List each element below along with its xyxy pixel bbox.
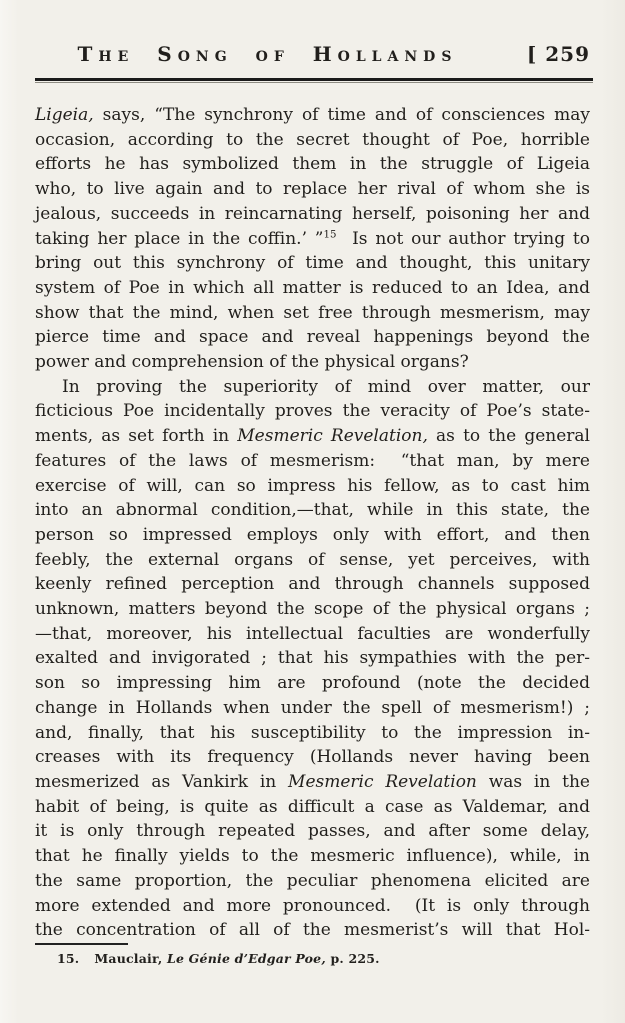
text-segment: Mesmeric Revelation [288, 771, 477, 792]
text-line [35, 770, 590, 795]
text-line [35, 721, 590, 746]
text-line [35, 202, 590, 227]
text-line [35, 696, 590, 721]
text-segment: jealous, succeeds in reincarnating herself, poisoning her and [35, 203, 590, 224]
footnote-number: 15. [57, 951, 80, 966]
text-segment: as to the general [427, 426, 590, 447]
text-segment: that he finally yields to the mesmeric influence), while, in [35, 846, 590, 867]
text-line [35, 399, 590, 424]
text-segment: who, to live again and to replace her rival of whom she is [35, 179, 590, 200]
text-segment: Is not our author trying to [336, 228, 591, 249]
page-title: The Song of Hollands [77, 42, 458, 66]
text-line [35, 474, 590, 499]
text-segment: change in Hollands when under the spell of mesmerism!) ; [35, 697, 590, 718]
text-segment: taking her place in the coffin.’ ” [35, 228, 324, 249]
footnote-author: Mauclair, [94, 951, 167, 966]
text-line [35, 177, 590, 202]
text-segment: bring out this synchrony of time and thought, this unitary [35, 253, 590, 274]
text-line [35, 745, 590, 770]
text-line [35, 795, 590, 820]
text-segment: son so impressing him are profound (note the decided [35, 673, 590, 694]
text-segment: feebly, the external organs of sense, yet perceives, with [35, 549, 590, 570]
text-line [35, 103, 590, 128]
text-segment: more extended and more pronounced. (It is only through [35, 895, 590, 916]
text-line [35, 869, 590, 894]
footnote-rule [35, 943, 128, 945]
text-segment: power and comprehension of the physical organs? [35, 352, 469, 373]
text-line [35, 152, 590, 177]
page-header [35, 42, 590, 72]
text-line [35, 325, 590, 350]
text-line [35, 548, 590, 573]
body-text [35, 103, 590, 943]
text-segment: In proving the superiority of mind over matter, our [62, 376, 590, 397]
text-segment: Mesmeric Revelation, [237, 426, 428, 447]
text-line [35, 523, 590, 548]
text-line [35, 350, 590, 375]
text-segment: Ligeia, [35, 105, 94, 125]
text-line [35, 498, 590, 523]
text-segment: system of Poe in which all matter is reduced to an Idea, and [35, 277, 590, 298]
text-segment: features of the laws of mesmerism: “that man, by mere [35, 450, 590, 471]
text-segment: exalted and invigorated ; that his sympathies with the per- [35, 648, 590, 669]
text-line [35, 894, 590, 919]
text-segment: ficticious Poe incidentally proves the veracity of Poe’s state- [35, 401, 590, 422]
text-line [35, 844, 590, 869]
text-line [35, 622, 590, 647]
text-segment: into an abnormal condition,—that, while in this state, the [35, 500, 590, 521]
text-line [35, 819, 590, 844]
text-segment: occasion, according to the secret thought of Poe, horrible [35, 129, 590, 150]
text-segment: creases with its frequency (Hollands never having been [35, 747, 590, 768]
text-line [35, 918, 590, 943]
text-line [35, 375, 590, 400]
text-segment: ments, as set forth in [35, 426, 238, 447]
text-segment: was in the [476, 771, 590, 792]
header-rule [35, 78, 593, 83]
text-segment: the concentration of all of the mesmerist’s will that Hol- [35, 920, 590, 941]
page-number: [ 259 [526, 42, 590, 66]
footnote-page-ref: p. 225. [325, 951, 380, 966]
text-line [35, 597, 590, 622]
text-segment: habit of being, is quite as difficult a case as Valdemar, and [35, 796, 590, 817]
text-segment: keenly refined perception and through channels supposed [35, 574, 590, 595]
text-segment: and, finally, that his susceptibility to the impression in- [35, 722, 590, 743]
text-line [35, 251, 590, 276]
text-line [35, 671, 590, 696]
text-line [35, 276, 590, 301]
text-segment: the same proportion, the peculiar phenomena elicited are [35, 870, 590, 891]
text-line [35, 301, 590, 326]
text-segment: mesmerized as Vankirk in [35, 771, 289, 792]
footnote-title: Le Génie d’Edgar Poe, [166, 951, 326, 966]
text-segment: efforts he has symbolized them in the struggle of Ligeia [35, 154, 590, 175]
text-segment: person so impressed employs only with effort, and then [35, 524, 590, 545]
text-segment: show that the mind, when set free through mesmerism, may [35, 302, 590, 323]
text-line [35, 424, 590, 449]
text-line [35, 449, 590, 474]
footnote [57, 951, 590, 966]
text-segment: pierce time and space and reveal happenings beyond the [35, 327, 590, 348]
text-segment: it is only through repeated passes, and after some delay, [35, 821, 590, 842]
text-line [35, 128, 590, 153]
text-segment: —that, moreover, his intellectual faculties are wonderfully [35, 623, 590, 644]
text-line [35, 227, 590, 252]
text-segment: says, “The synchrony of time and of consciences may [93, 105, 590, 125]
text-segment: unknown, matters beyond the scope of the physical organs ; [35, 599, 590, 620]
text-segment: exercise of will, can so impress his fellow, as to cast him [35, 475, 590, 496]
text-line [35, 646, 590, 671]
text-segment: 15 [323, 228, 337, 240]
text-line [35, 572, 590, 597]
